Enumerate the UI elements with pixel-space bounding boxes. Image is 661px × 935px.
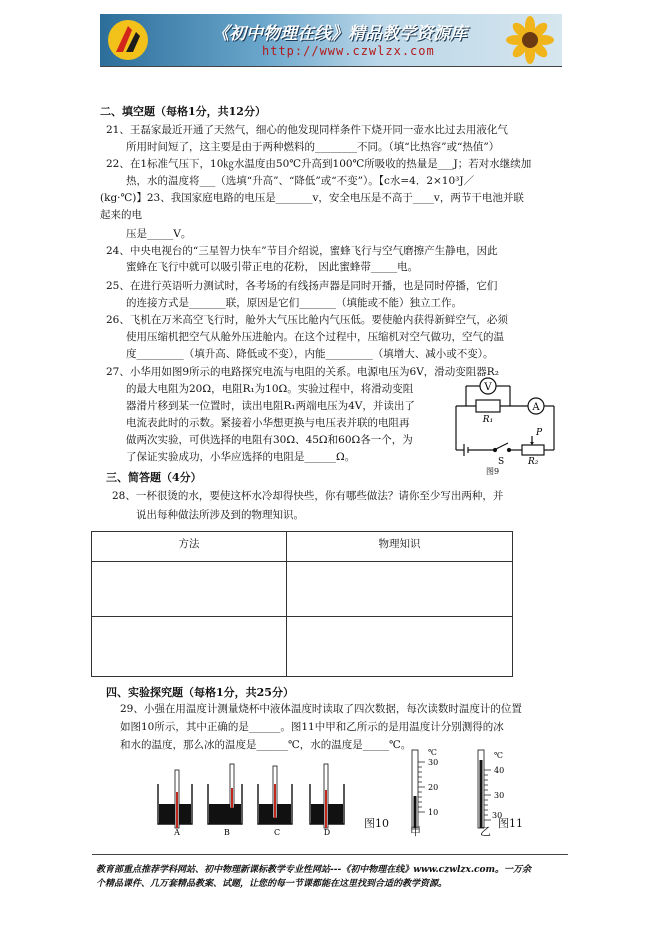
site-logo-icon — [106, 18, 150, 62]
r2-label: R₂ — [528, 457, 539, 467]
header-url[interactable]: http://www.czwlzx.com — [262, 44, 435, 58]
question-23-line: (kg·℃)】23、我国家庭电路的电压是_______v，安全电压是不高于____v，两节干电池并联 — [100, 192, 524, 204]
r1-label: R₁ — [482, 415, 494, 425]
thermometer-tick-label: 10 — [428, 808, 439, 817]
header-banner — [100, 14, 562, 66]
thermometer-jia — [412, 748, 438, 828]
figure-9-circuit-diagram — [450, 372, 560, 472]
question-27-line: 电流表此时的示数。紧接着小华想更换与电压表并联的电阻再 — [126, 417, 410, 429]
section-heading-short-answer: 三、简答题（4分） — [106, 471, 202, 484]
question-22-line: 22、在1标准气压下，10㎏水温度由50℃升高到100℃所吸收的热量是___J；若对水继续加 — [106, 158, 532, 170]
thermometer-yi-label: 乙 — [480, 825, 491, 838]
figure-10-beakers — [150, 762, 362, 836]
footer-line: 个精品课件、几万套精品教案、试题，让您的每一节课都能在这里找到合适的教学资源。 — [96, 879, 448, 889]
question-21-line: 21、王磊家最近开通了天然气，细心的他发现同样条件下烧开同一壶水比过去用液化气 — [106, 124, 508, 136]
beaker-c — [258, 766, 292, 824]
question-28-line: 28、一杯很烫的水，要使这杯水冷却得快些，你有哪些做法？请你至少写出两种，并 — [112, 490, 504, 502]
question-22-line: 热，水的温度将___（选填“升高”、“降低”或“不变”）。【c水=4．2×10³J／ — [126, 175, 475, 187]
question-26-line: 度_________（填升高、降低或不变），内能_________（填增大、减小或不变）。 — [126, 348, 494, 360]
table-header-method: 方法 — [92, 532, 287, 562]
beaker-label: B — [224, 828, 230, 836]
sunflower-icon — [494, 16, 556, 64]
answer-cell[interactable] — [92, 617, 287, 677]
question-26-line: 26、飞机在万米高空飞行时，舱外大气压比舱内气压低。要使舱内获得新鲜空气，必须 — [106, 314, 508, 326]
figure-11-caption: 图11 — [498, 817, 523, 830]
beaker-label: C — [273, 828, 281, 836]
header-title: 《初中物理在线》精品教学资源库 — [212, 24, 467, 44]
section-heading-experiment: 四、实验探究题（每格1分，共25分） — [106, 686, 294, 699]
question-25-line: 25、在进行英语听力测试时，各考场的有线扬声器是同时开播，也是同时停播，它们 — [106, 280, 498, 292]
question-27-line: 27、小华用如图9所示的电路探究电流与电阻的关系。电源电压为6V，滑动变阻器R₂ — [106, 366, 499, 378]
answer-cell[interactable] — [92, 562, 287, 617]
question-21-line: 所用时间短了，这主要是由于两种燃料的________不同。（填“比热容”或“热值”） — [126, 141, 500, 153]
beaker-label: D — [323, 828, 331, 836]
question-27-line: 的最大电阻为20Ω，电阻R₁为10Ω。实验过程中，将滑动变阻 — [126, 383, 414, 395]
thermometer-tick-label: 30 — [492, 811, 503, 820]
table-header-physics: 物理知识 — [287, 532, 513, 562]
switch-label: S — [498, 457, 505, 467]
question-23-line: 压是_____V。 — [126, 228, 192, 240]
question-29-line: 29、小强在用温度计测量烧杯中液体温度时读取了四次数据，每次读数时温度计的位置 — [120, 703, 522, 715]
answer-table — [91, 531, 513, 677]
thermometer-jia-label: 甲 — [410, 825, 421, 838]
thermometer-tick-label: 20 — [428, 783, 439, 792]
question-24-line: 24、中央电视台的“三星智力快车”节目介绍说，蜜蜂飞行与空气磨擦产生静电，因此 — [106, 245, 498, 257]
question-29-line: 如图10所示，其中正确的是______。图11中甲和乙所示的是用温度计分别测得的冰 — [120, 721, 504, 733]
header-rule — [100, 66, 562, 67]
voltmeter-label: V — [484, 382, 492, 393]
thermometer-tick-label: 40 — [494, 766, 505, 775]
answer-cell[interactable] — [287, 617, 513, 677]
question-23-line: 起来的电 — [100, 209, 142, 221]
beaker-b — [208, 764, 242, 824]
p-label: P — [536, 428, 543, 438]
beaker-d — [310, 764, 344, 828]
beaker-a — [158, 770, 192, 828]
thermometer-tick-label: 30 — [428, 758, 439, 767]
question-27-line: 做两次实验，可供选择的电阻有30Ω、45Ω和60Ω各一个，为 — [126, 434, 413, 446]
question-29-line: 和水的温度，那么冰的温度是______℃，水的温度是_____℃。 — [120, 739, 412, 751]
figure-10-caption: 图10 — [364, 817, 389, 830]
question-24-line: 蜜蜂在飞行中就可以吸引带正电的花粉， 因此蜜蜂带_____电。 — [126, 261, 419, 273]
question-28-line: 说出每种做法所涉及到的物理知识。 — [136, 509, 304, 521]
question-27-line: 器滑片移到某一位置时，读出电阻R₁两端电压为4V，并读出了 — [126, 400, 415, 412]
question-25-line: 的连接方式是_______联，原因是它们_______（填能或不能）独立工作。 — [126, 297, 462, 309]
footer-rule — [92, 854, 568, 855]
answer-cell[interactable] — [287, 562, 513, 617]
ammeter-label: A — [532, 402, 540, 413]
question-26-line: 使用压缩机把空气从舱外压进舱内。在这个过程中，压缩机对空气做功，空气的温 — [126, 331, 504, 343]
thermometer-unit: ℃ — [494, 751, 503, 760]
figure-9-caption: 图9 — [486, 467, 500, 476]
thermometer-unit: ℃ — [428, 748, 437, 757]
section-heading-fill-blank: 二、填空题（每格1分，共12分） — [100, 105, 266, 118]
footer-line: 教育部重点推荐学科网站、初中物理新课标教学专业性网站---《初中物理在线》www.czwlzx.com。一万余 — [96, 865, 532, 875]
beaker-label: A — [174, 828, 180, 836]
question-27-line: 了保证实验成功，小华应选择的电阻是______Ω。 — [126, 451, 356, 463]
thermometer-tick-label: 30 — [494, 791, 505, 800]
